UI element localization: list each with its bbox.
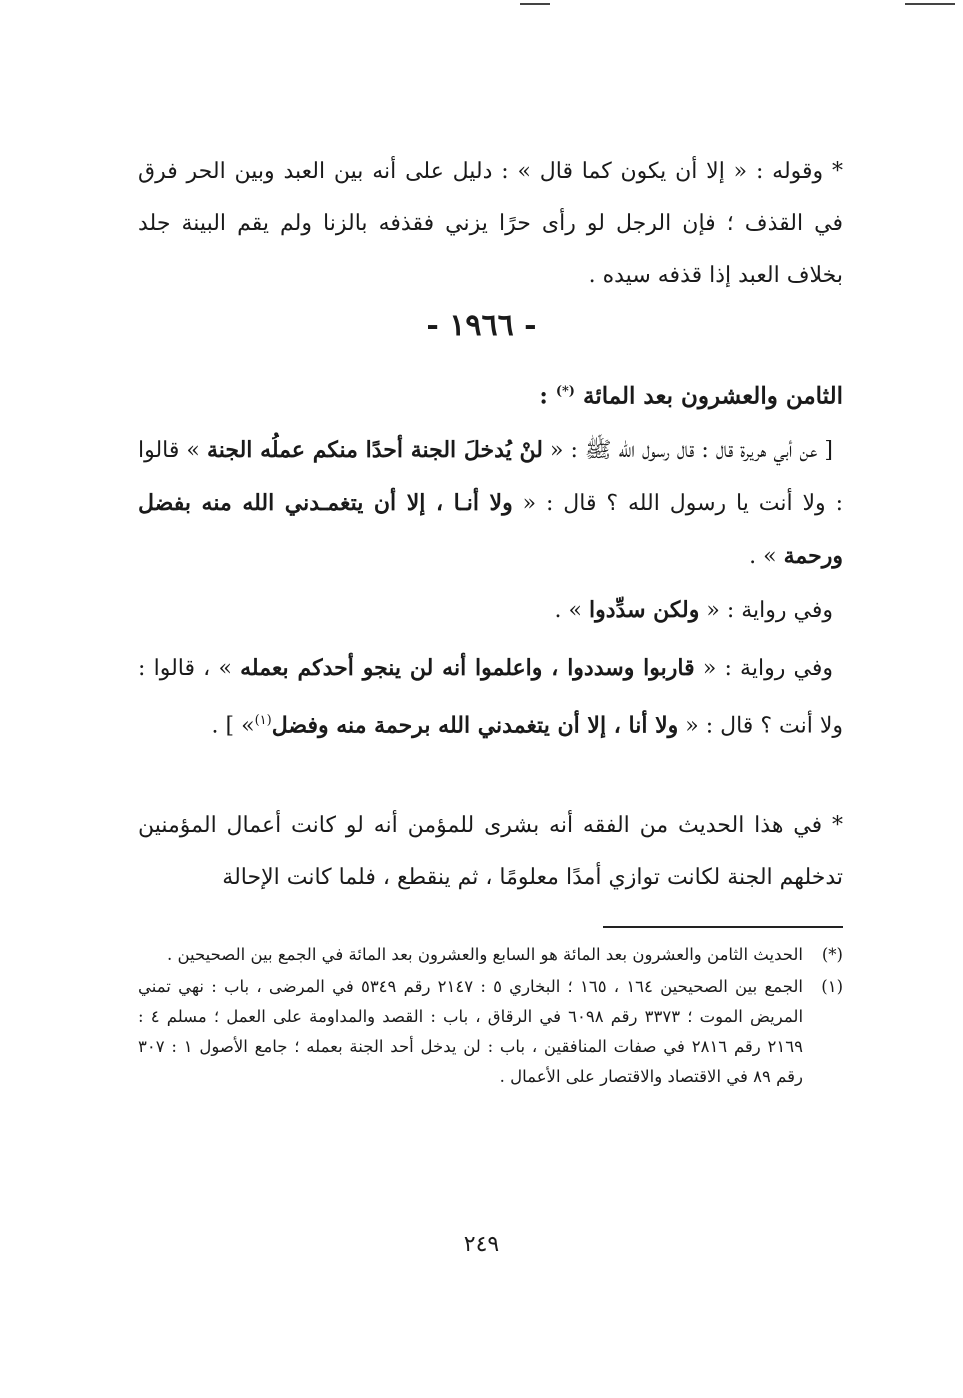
footnotes (138, 940, 843, 1094)
hadith-end: » . (749, 544, 784, 569)
hadith-number: - ١٩٦٦ - (426, 308, 537, 343)
footnote (138, 940, 843, 970)
variant-2-mid: » ، قالوا : ولا أنت ؟ قال : « (138, 656, 843, 739)
variant-narration-2 (138, 642, 843, 752)
footnote-divider (603, 926, 843, 928)
hadith-quote-2: ولا أنـا ، إلا أن يتغمـدني الله منه بفضل ورحمة (138, 490, 843, 569)
hadith-intro: [ عن أبي هريرة قال : قال رسول الله ﷺ : « (542, 438, 834, 463)
variant-2-quote-2: ولا أنا ، إلا أن يتغمدني الله برحمة منه وفضل (271, 712, 679, 739)
footnote-text: الجمع بين الصحيحين ١٦٤ ، ١٦٥ ؛ البخاري ٥ : ٢١٤٧ رقم ٥٣٤٩ في المرضى ، باب : نهي تمني المريض الموت ؛ ٣٣٧٣ رقم ٦٠٩٨ في الرقاق ، باب : القصد والمداومة على العمل ؛ مسلم ٤ : ٢١٦٩ رقم ٢٨١٦ في صفات المنافقين ، باب : لن يدخل أحد الجنة بعمله ؛ جامع الأصول ١ : ٣٠٧ رقم ٨٩ في الاقتصاد والاقتصار على الأعمال . (138, 977, 804, 1086)
variant-1-suffix: » . (554, 598, 589, 623)
hadith-heading (138, 366, 843, 423)
hadith-quote-1: لنْ يُدخلَ الجنة أحدًا منكم عملُه الجنة (206, 437, 543, 463)
variant-1-quote: ولكن سدِّدوا (588, 597, 700, 623)
variant-2-quote-1: قاربوا وسددوا ، واعلموا أنه لن ينجو أحدكم بعمله (240, 655, 695, 681)
hadith-mid: » قالوا : ولا أنت يا رسول الله ؟ قال : « (138, 438, 843, 516)
footnote-text: الحديث الثامن والعشرون بعد المائة هو السابع والعشرون بعد المائة في الجمع بين الصحيحين . (166, 945, 803, 964)
variant-2-suffix: » ] . (211, 713, 255, 739)
hadith-text (138, 424, 843, 583)
commentary-paragraph: * وقوله : « إلا أن يكون كما قال » : دليل على أنه بين العبد وبين الحر فرق في القذف ؛ فإن الرجل لو رأى حرًا يزني فقذفه بالزنا ولم يقم البينة جلد بخلاف العبد إذا قذفه سيده . (138, 159, 843, 288)
heading-text: الثامن والعشرون بعد المائة (582, 382, 843, 410)
variant-2-prefix: وفي رواية : « (694, 656, 833, 681)
variant-1-prefix: وفي رواية : « (699, 598, 833, 623)
footnote-marker: (*) (821, 945, 843, 964)
commentary-paragraph-2: * في هذا الحديث من الفقه أنه بشرى للمؤمن أنه لو كانت أعمال المؤمنين تدخلهم الجنة لكانت توازي أمدًا معلومًا ، ثم ينقطع ، فلما كانت الإحالة (138, 813, 843, 890)
scan-edge-marks (0, 0, 963, 10)
variant-narration-1 (138, 584, 843, 637)
variant-2-note-ref: (١) (254, 713, 272, 728)
heading-note-ref: (*) (555, 384, 575, 399)
footnote-marker: (١) (821, 977, 843, 996)
footnote (138, 972, 843, 1092)
page-number: ٢٤٩ (463, 1232, 500, 1257)
heading-tail: : (539, 382, 556, 410)
